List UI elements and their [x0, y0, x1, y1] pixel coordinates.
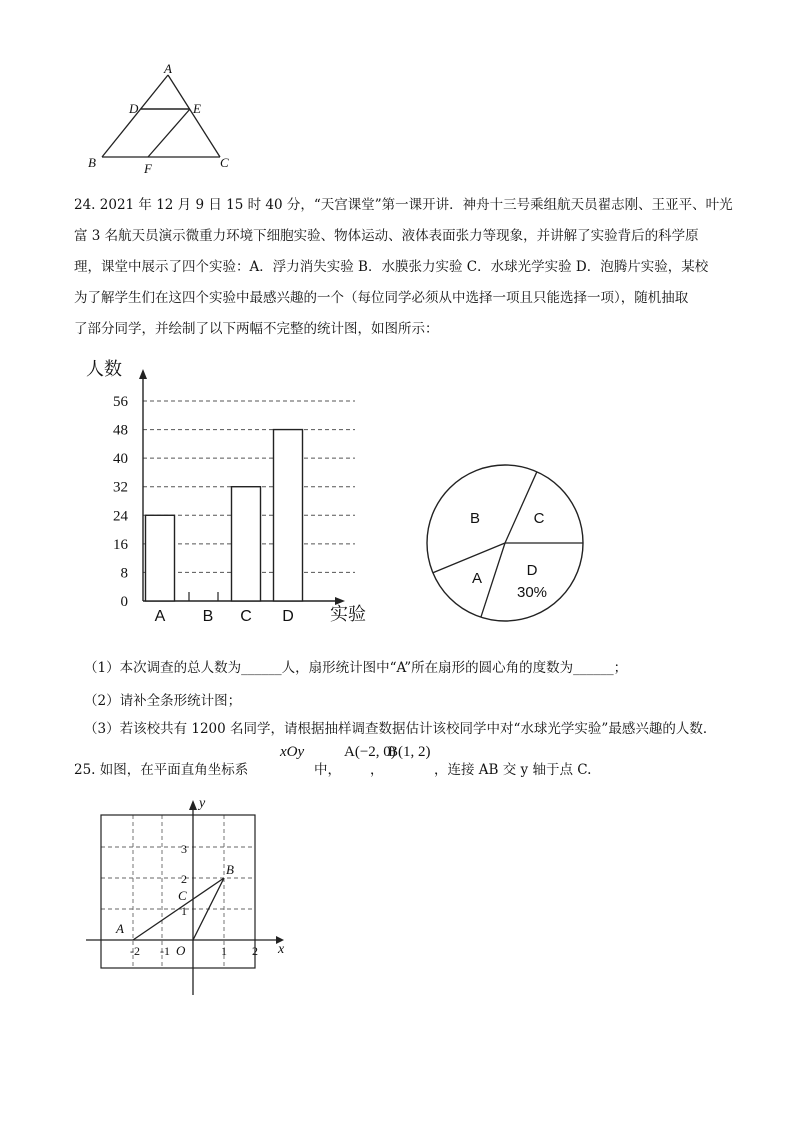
bar-y-tick: 8	[120, 565, 128, 582]
question-25-text	[74, 744, 714, 788]
x-axis-label: x	[278, 942, 285, 957]
q24-line-5: 了部分同学，并绘制了以下两幅不完整的统计图，如图所示：	[74, 321, 439, 337]
bar-y-tick: 16	[113, 536, 128, 553]
bar-y-arrow	[139, 369, 147, 379]
pie-percent-label: 30%	[516, 584, 548, 601]
bar-chart	[80, 355, 380, 635]
q24-line-2: 富 3 名航天员演示微重力环境下细胞实验、物体运动、液体表面张力等现象，并讲解了实验背后的科学原	[74, 228, 699, 244]
q24-sub-1: （1）本次调查的总人数为______人，扇形统计图中“A”所在扇形的圆心角的度数为______；	[84, 660, 628, 676]
point-b-label: B	[226, 862, 234, 877]
bar-category-label: A	[154, 608, 166, 625]
point-a-label: A	[116, 921, 124, 936]
bar-y-tick: 56	[113, 394, 128, 410]
triangle-label-c: C	[220, 155, 229, 170]
triangle-label-d: D	[129, 101, 139, 116]
q25-prefix: 25. 如图，在平面直角坐标系	[74, 762, 249, 778]
bar-category-label: D	[282, 608, 294, 625]
question-24-text	[74, 190, 733, 345]
q25-point-b: B(1, 2)	[388, 744, 431, 760]
q25-suffix: ，连接 AB 交 y 轴于点 C.	[434, 762, 592, 778]
q24-line-3: 理，课堂中展示了四个实验：A．浮力消失实验 B．水膜张力实验 C．水球光学实验 D．泡腾片实验，某校	[74, 259, 709, 275]
x-tick-1: 1	[221, 944, 227, 958]
origin-label: O	[176, 943, 186, 958]
q25-middle: 中，	[314, 762, 341, 778]
triangle-label-a: A	[164, 61, 172, 76]
bar-x-label: 实验	[330, 604, 366, 625]
triangle-label-e: E	[193, 101, 201, 116]
q25-system: xOy	[280, 744, 305, 760]
pie-label-a: A	[471, 570, 483, 587]
q24-sub-3: （3）若该校共有 1200 名同学，请根据抽样调查数据估计该校同学中对“水球光学实验”最感兴趣的人数．	[84, 721, 717, 737]
x-tick-neg2: -2	[130, 944, 140, 958]
bar-category-label: C	[240, 608, 252, 625]
bar-c	[232, 487, 261, 601]
x-tick-2: 2	[252, 944, 258, 958]
y-axis-label: y	[199, 796, 206, 811]
bar-y-label: 人数	[86, 359, 122, 380]
bar-y-tick: 0	[120, 594, 128, 610]
bar-y-tick: 40	[113, 451, 128, 468]
q25-comma: ，	[370, 762, 384, 778]
bar-d	[274, 430, 303, 601]
q25-point-a: A(−2, 0)	[344, 744, 396, 760]
bar-y-tick: 24	[113, 508, 128, 525]
pie-label-c: C	[533, 510, 545, 527]
bar-category-label: B	[202, 608, 214, 625]
pie-label-b: B	[469, 510, 481, 527]
coordinate-figure	[80, 790, 300, 1005]
triangle-label-f: F	[144, 161, 152, 176]
q24-line-4: 为了解学生们在这四个实验中最感兴趣的一个（每位同学必须从中选择一项且只能选择一项），随机抽取	[74, 290, 689, 306]
pie-label-d: D	[526, 562, 538, 579]
triangle-label-b: B	[88, 155, 96, 170]
bar-y-tick: 32	[113, 479, 128, 496]
y-tick-3: 3	[181, 842, 187, 856]
q24-sub-2: （2）请补全条形统计图；	[84, 693, 242, 709]
q24-line-1: 24. 2021 年 12 月 9 日 15 时 40 分，“天宫课堂”第一课开讲．神舟十三号乘组航天员翟志刚、王亚平、叶光	[74, 197, 733, 213]
bar-y-tick: 48	[113, 422, 128, 439]
triangle-figure	[80, 60, 250, 180]
x-tick-neg1: -1	[160, 944, 170, 958]
y-tick-1: 1	[181, 904, 187, 918]
point-c-label: C	[178, 888, 187, 903]
bar-a	[146, 515, 175, 601]
pie-chart	[415, 458, 595, 638]
y-tick-2: 2	[181, 872, 187, 886]
